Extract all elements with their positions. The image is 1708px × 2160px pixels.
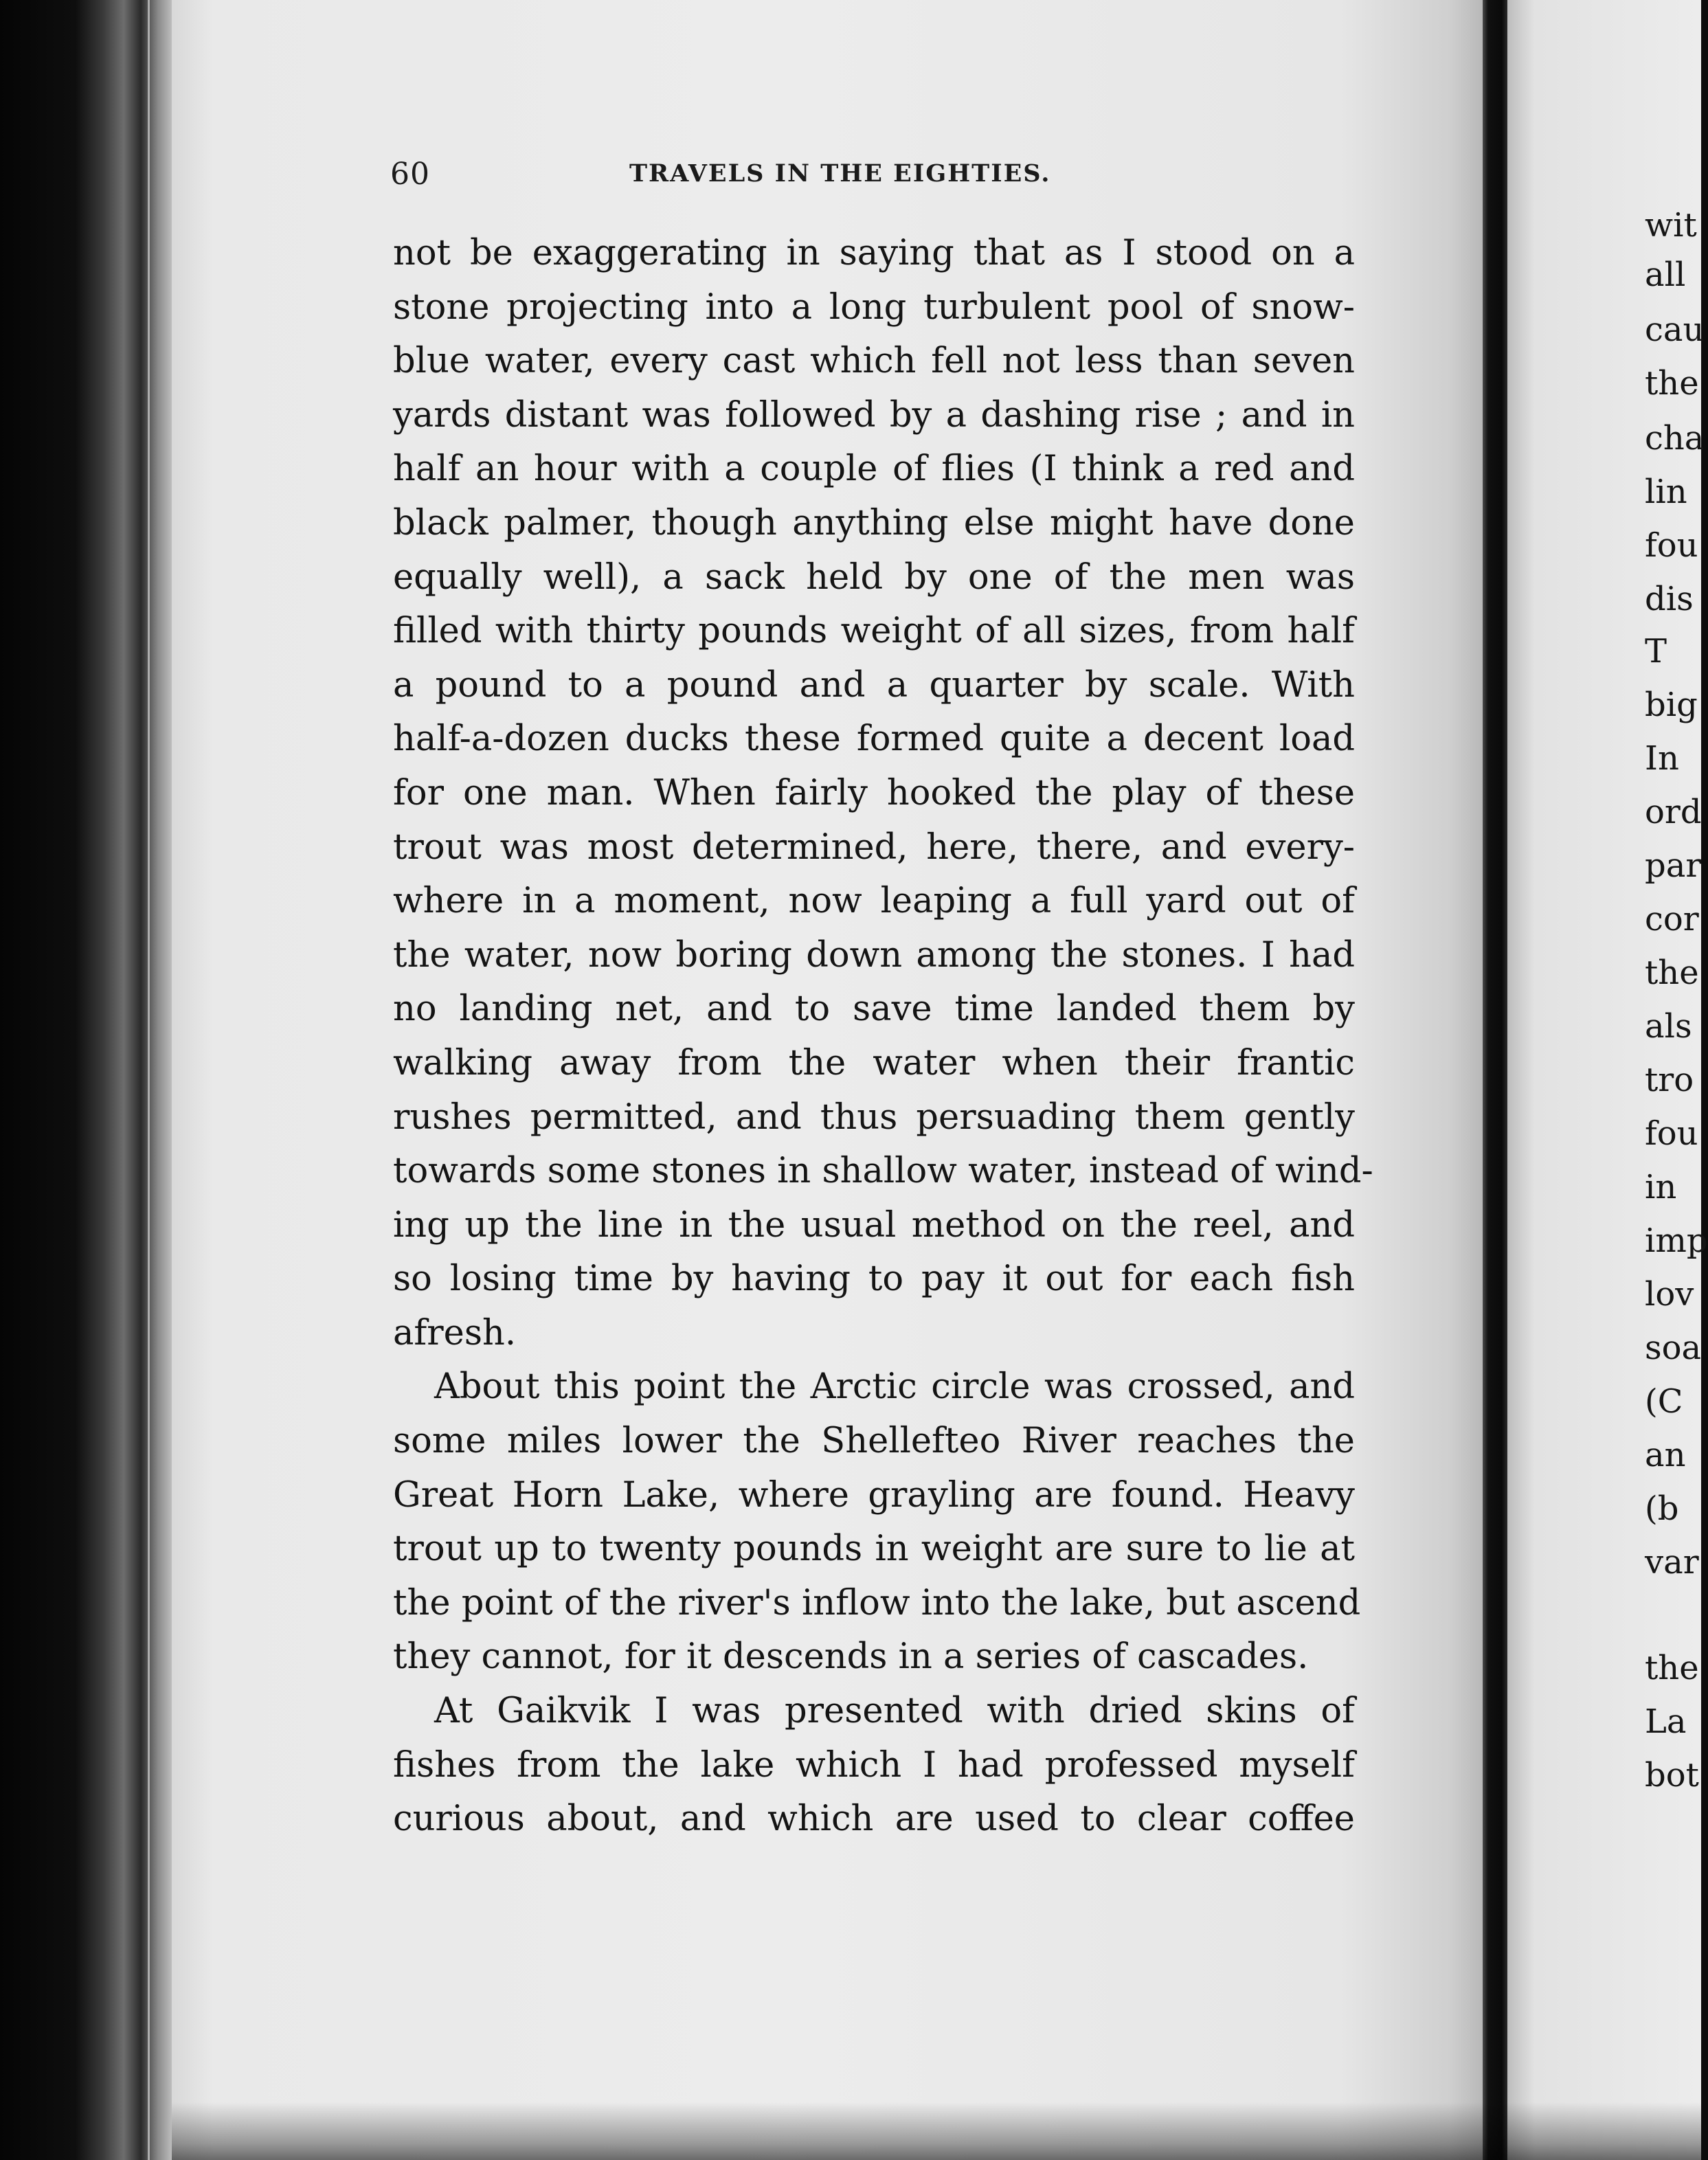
facing-page-fragment: big	[1645, 686, 1698, 724]
facing-page-fragment: soa	[1645, 1329, 1702, 1367]
text-line: stone projecting into a long turbulent pool of snow-	[393, 286, 1355, 328]
text-line: a pound to a pound and a quarter by scale. With	[393, 664, 1355, 706]
text-line: some miles lower the Shellefteo River reaches the	[393, 1421, 1355, 1462]
text-line: the point of the river's inflow into the lake, but ascend	[393, 1582, 1361, 1623]
facing-page-fragment: La	[1645, 1702, 1687, 1741]
text-line: ing up the line in the usual method on the reel, and	[393, 1204, 1355, 1246]
text-line: curious about, and which are used to clear coffee	[393, 1799, 1355, 1840]
book-spine-edge	[0, 0, 172, 2160]
facing-page-fragment: imp	[1645, 1222, 1708, 1260]
text-line: towards some stones in shallow water, instead of wind-	[393, 1151, 1373, 1192]
facing-page-fragment: T	[1645, 632, 1667, 671]
text-line: blue water, every cast which fell not less than seven	[393, 341, 1355, 382]
facing-page-fragment: fou	[1645, 526, 1698, 565]
text-line: trout up to twenty pounds in weight are sure to lie at	[393, 1529, 1355, 1570]
text-line: equally well), a sack held by one of the men was	[393, 556, 1355, 598]
text-line: rushes permitted, and thus persuading them gently	[393, 1096, 1355, 1138]
running-title: TRAVELS IN THE EIGHTIES.	[629, 159, 1051, 188]
facing-page-fragment: fou	[1645, 1114, 1698, 1153]
text-line: half-a-dozen ducks these formed quite a decent load	[393, 719, 1355, 760]
text-line: afresh.	[393, 1312, 517, 1353]
facing-page-fragment: the	[1645, 954, 1699, 992]
page-number: 60	[390, 157, 430, 192]
text-line: they cannot, for it descends in a series of cascades.	[393, 1636, 1309, 1678]
facing-page-fragment: tro	[1645, 1061, 1694, 1099]
text-line: the water, now boring down among the stones. I had	[393, 934, 1355, 976]
text-line: trout was most determined, here, there, and every-	[393, 826, 1355, 868]
text-line: no landing net, and to save time landed them by	[393, 989, 1355, 1030]
facing-page-fragment: (C	[1645, 1382, 1683, 1421]
text-line: black palmer, though anything else might have done	[393, 502, 1355, 543]
facing-page-fragment: In	[1645, 739, 1679, 778]
facing-page-fragment: all	[1645, 256, 1686, 294]
facing-page-fragment: (b	[1645, 1489, 1679, 1528]
facing-page-fragment: an	[1645, 1436, 1686, 1474]
bottom-shadow	[172, 2102, 1701, 2160]
facing-page-fragment: var	[1645, 1543, 1699, 1582]
facing-page-fragment: in	[1645, 1168, 1677, 1206]
facing-page-fragment: lin	[1645, 473, 1687, 511]
facing-page-fragment: als	[1645, 1007, 1692, 1046]
facing-page-fragment: the	[1645, 1649, 1699, 1687]
page-gutter	[1483, 0, 1507, 2160]
facing-page-fragment: cha	[1645, 419, 1705, 458]
text-line: yards distant was followed by a dashing rise ; and in	[393, 394, 1355, 436]
text-line: so losing time by having to pay it out for each fish	[393, 1259, 1355, 1300]
text-line: not be exaggerating in saying that as I stood on a	[393, 233, 1355, 273]
facing-page-fragment: ord	[1645, 793, 1702, 831]
facing-page-fragment: the	[1645, 364, 1699, 403]
text-line: half an hour with a couple of flies (I think a red and	[393, 449, 1355, 490]
facing-page-fragment: dis	[1645, 580, 1694, 618]
facing-page-fragment: bot	[1645, 1756, 1699, 1795]
text-line: filled with thirty pounds weight of all sizes, from half	[393, 611, 1355, 652]
facing-page-fragment: cor	[1645, 900, 1699, 938]
running-head	[390, 157, 1366, 198]
facing-page-fragment: wit	[1645, 206, 1697, 245]
facing-page-fragment: par	[1645, 846, 1702, 885]
text-line: for one man. When fairly hooked the play of these	[393, 772, 1355, 813]
text-line: Great Horn Lake, where grayling are found. Heavy	[393, 1474, 1355, 1516]
text-line: fishes from the lake which I had professed myself	[393, 1744, 1355, 1786]
facing-page-fragment: cau	[1645, 311, 1705, 349]
page-body-text	[393, 227, 1373, 1847]
facing-page-fragment: lov	[1645, 1275, 1694, 1314]
text-line: where in a moment, now leaping a full yard out of	[393, 881, 1355, 922]
text-line: About this point the Arctic circle was crossed, and	[434, 1366, 1355, 1408]
text-line: walking away from the water when their frantic	[393, 1042, 1355, 1083]
text-line: At Gaikvik I was presented with dried skins of	[434, 1691, 1355, 1732]
